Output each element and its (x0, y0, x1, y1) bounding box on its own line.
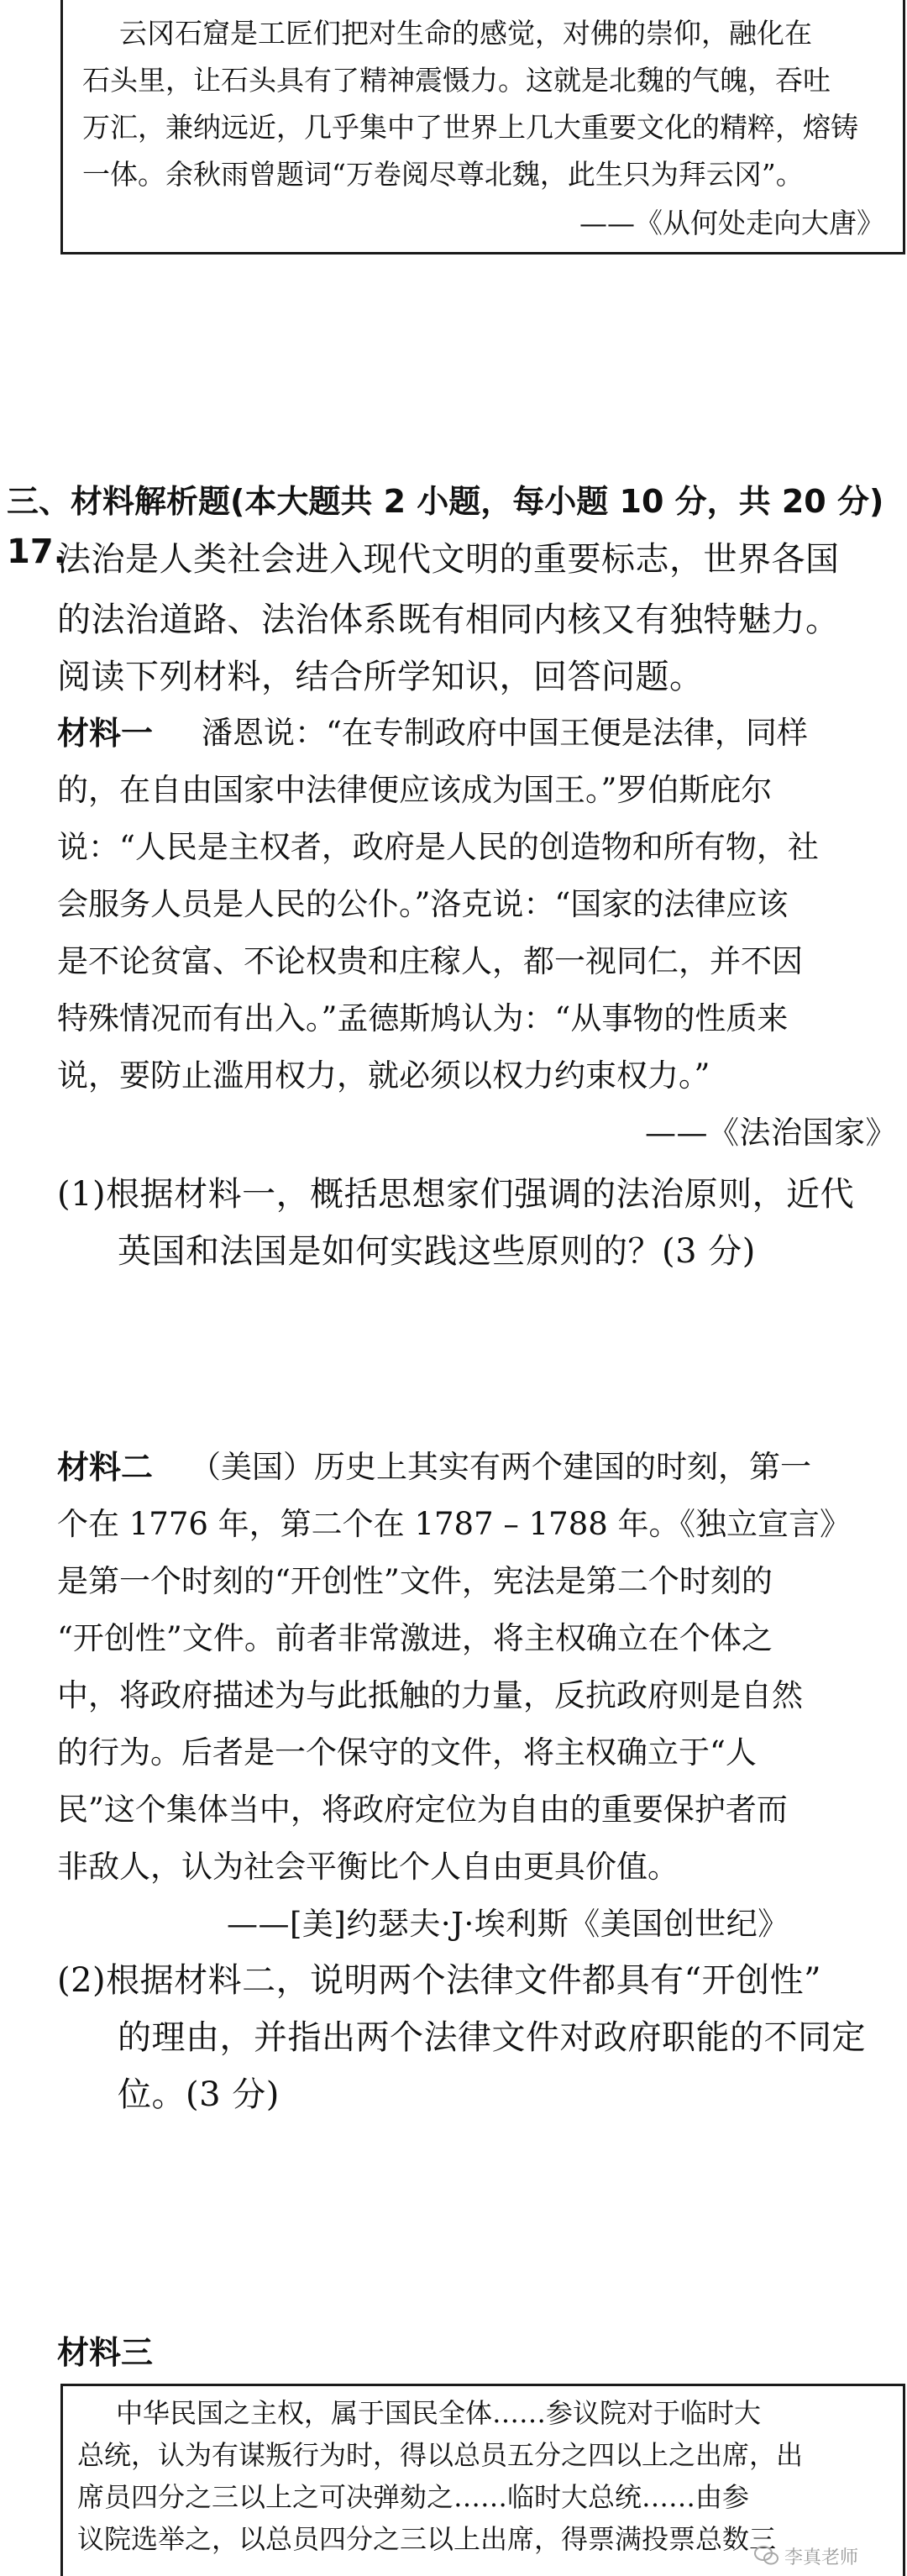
sub-question-line: (1)根据材料一，概括思想家们强调的法治原则，近代 (57, 1175, 855, 1214)
quote-line: 万汇，兼纳远近，几乎集中了世界上几大重要文化的精粹，熔铸 (82, 111, 858, 144)
material-line: 的，在自由国家中法律便应该成为国王。”罗伯斯庇尔 (57, 772, 773, 808)
question-intro-line: 阅读下列材料，结合所学知识，回答问题。 (57, 658, 704, 696)
material-line: “开创性”文件。前者非常激进，将主权确立在个体之 (57, 1620, 773, 1656)
material-line: 会服务人员是人民的公仆。”洛克说：“国家的法律应该 (57, 886, 789, 922)
section-title: 三、材料解析题(本大题共 2 小题，每小题 10 分，共 20 分) (7, 483, 884, 520)
material-line: 的行为。后者是一个保守的文件，将主权确立于“人 (57, 1734, 757, 1771)
material-line: 特殊情况而有出入。”孟德斯鸠认为：“从事物的性质来 (57, 1000, 789, 1036)
material-line: 民”这个集体当中，将政府定位为自由的重要保护者而 (57, 1792, 788, 1828)
material-line: 是不论贫富、不论权贵和庄稼人，都一视同仁，并不因 (57, 943, 803, 979)
quote-line: 总统，认为有谋叛行为时，得以总员五分之四以上之出席，出 (77, 2439, 804, 2471)
question-intro-line: 法治是人类社会进入现代文明的重要标志，世界各国 (57, 540, 840, 579)
material-label: 材料三 (57, 2334, 154, 2371)
material-line: 说，要防止滥用权力，就必须以权力约束权力。” (57, 1057, 710, 1094)
wechat-icon (754, 2545, 779, 2567)
quote-line: 云冈石窟是工匠们把对生命的感觉，对佛的崇仰，融化在 (119, 17, 812, 50)
material-source: ——《法治国家》 (645, 1115, 897, 1151)
sub-question-line: (2)根据材料二，说明两个法律文件都具有“开创性” (57, 1961, 822, 2000)
material-label: 材料二 (57, 1449, 154, 1486)
question-number: 17. (7, 533, 66, 571)
watermark-text: 李真老师 (784, 2547, 859, 2568)
sub-question-line: 位。(3 分) (118, 2075, 280, 2114)
material-label: 材料一 (57, 715, 154, 752)
quote-line: 一体。余秋雨曾题词“万卷阅尽尊北魏，此生只为拜云冈”。 (82, 158, 804, 191)
sub-question-line: 英国和法国是如何实践这些原则的？(3 分) (118, 1232, 756, 1271)
quote-line: 议院选举之，以总员四分之三以上出席，得票满投票总数三 (77, 2523, 777, 2555)
quote-line: 席员四分之三以上之可决弹劾之……临时大总统……由参 (77, 2481, 750, 2513)
quote-line: 中华民国之主权，属于国民全体……参议院对于临时大 (116, 2397, 762, 2429)
material-line: 个在 1776 年，第二个在 1787 – 1788 年。《独立宣言》 (57, 1506, 852, 1542)
sub-question-line: 的理由，并指出两个法律文件对政府职能的不同定 (118, 2018, 866, 2057)
quote-source: ——《从何处走向大唐》 (579, 207, 884, 239)
quote-line: 石头里，让石头具有了精神震慑力。这就是北魏的气魄，吞吐 (82, 64, 831, 97)
material-line: 潘恩说：“在专制政府中国王便是法律，同样 (202, 715, 808, 751)
question-intro-line: 的法治道路、法治体系既有相同内核又有独特魅力。 (57, 601, 840, 639)
material-source: ——[美]约瑟夫·J·埃利斯《美国创世纪》 (227, 1906, 789, 1942)
material-line: 说：“人民是主权者，政府是人民的创造物和所有物，社 (57, 829, 819, 865)
material-line: 中，将政府描述为与此抵触的力量，反抗政府则是自然 (57, 1677, 803, 1713)
material-line: 非敌人，认为社会平衡比个人自由更具价值。 (57, 1849, 679, 1885)
material-line: （美国）历史上其实有两个建国的时刻，第一 (190, 1449, 811, 1485)
material-line: 是第一个时刻的“开创性”文件，宪法是第二个时刻的 (57, 1563, 773, 1599)
